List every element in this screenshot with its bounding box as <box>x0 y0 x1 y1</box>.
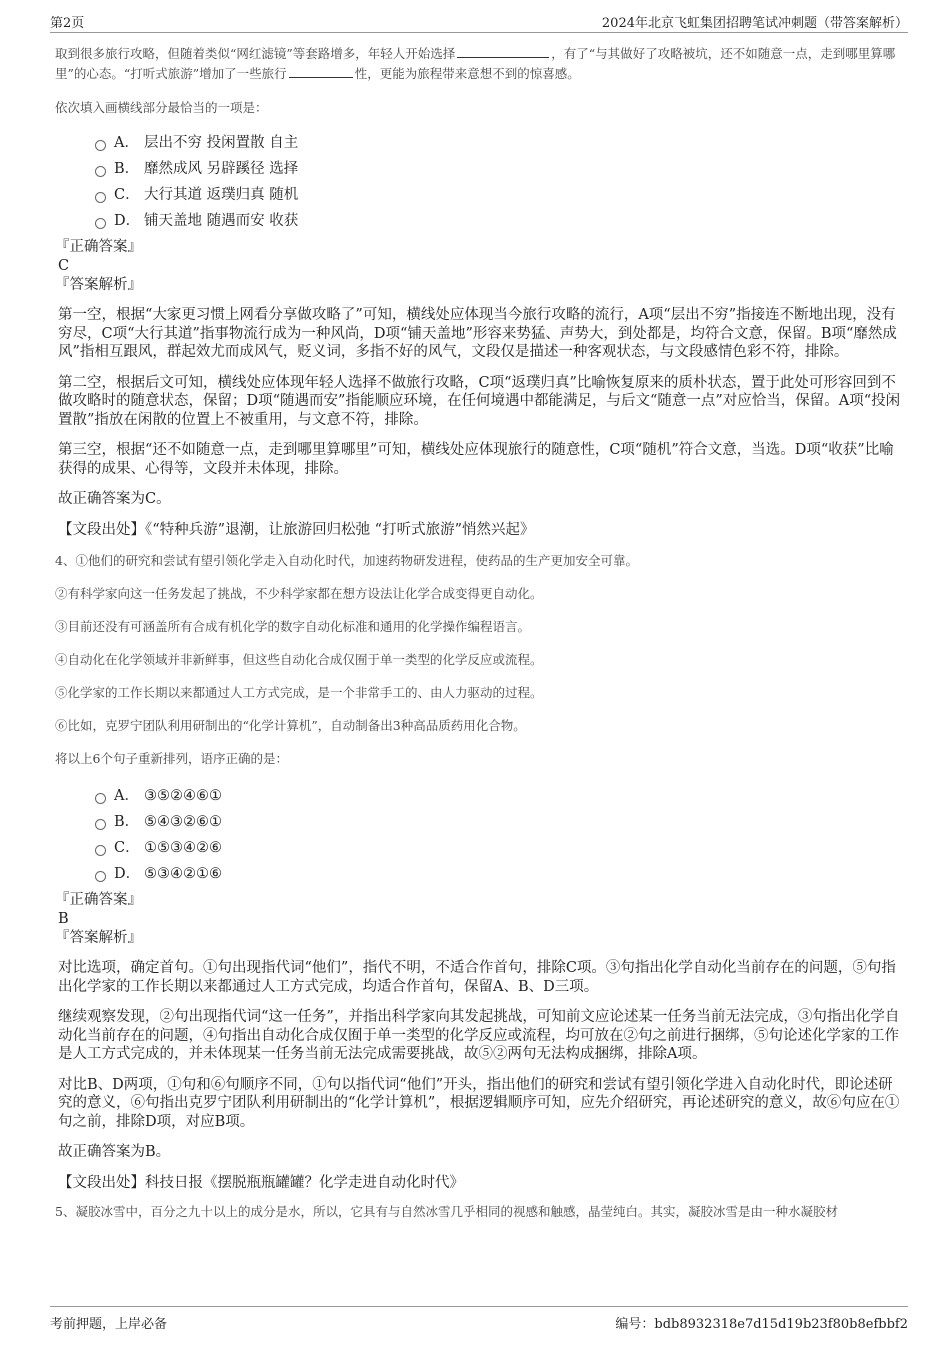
q4-source: 【文段出处】科技日报《摆脱瓶瓶罐罐？化学走进自动化时代》 <box>58 1174 464 1191</box>
q3-analysis-p3: 第三空，根据“还不如随意一点，走到哪里算哪里”可知，横线处应体现旅行的随意性，C项“随机”符合文意，当选。D项“收获”比喻获得的成果、心得等，文段并未体现，排除。 <box>58 442 894 477</box>
q4-analysis-p1: 对比选项，确定首句。①句出现指代词“他们”，指代不明，不适合作首句，排除C项。③句指出化学自动化当前存在的问题，⑤句指出化学家的工作长期以来都通过人工方式完成，均适合作首句，保留A、B、D三项。 <box>58 960 896 995</box>
q3-answer-label: 『正确答案』 <box>55 239 142 255</box>
q4-analysis-label: 『答案解析』 <box>55 930 142 946</box>
q3-analysis-p4: 故正确答案为C。 <box>58 491 171 507</box>
radio-icon[interactable] <box>95 140 106 151</box>
q3-options <box>95 130 905 234</box>
q3-stem-b: ，有了“与其做好了攻略被坑，还不如随意一点，走到哪里算哪里”的心态。“打听式旅游”增加了一些旅行 <box>55 46 896 81</box>
page-header <box>50 6 908 33</box>
q3-option-a[interactable]: A． 层出不穷 投闲置散 自主 <box>95 130 905 156</box>
q3-option-c[interactable]: C． 大行其道 返璞归真 随机 <box>95 182 905 208</box>
q3-analysis-label: 『答案解析』 <box>55 277 142 293</box>
q3-option-b[interactable]: B． 靡然成风 另辟蹊径 选择 <box>95 156 905 182</box>
q3-stem <box>55 44 905 84</box>
document-id: 编号：bdb8932318e7d15d19b23f80b8efbbf2 <box>615 1317 908 1332</box>
document-title: 2024年北京飞虹集团招聘笔试冲刺题（带答案解析） <box>601 16 908 31</box>
q4-option-a[interactable]: A． ③⑤②④⑥① <box>95 783 905 809</box>
q4-sentence-2: ②有科学家向这一任务发起了挑战，不少科学家都在想方设法让化学合成变得更自动化。 <box>55 586 543 601</box>
q4-options <box>95 783 905 887</box>
q3-answer: C <box>58 258 70 274</box>
document-content <box>55 44 905 1222</box>
q4-option-d[interactable]: D． ⑤③④②①⑥ <box>95 861 905 887</box>
page-footer <box>50 1306 908 1333</box>
q4-sentence-3: ③目前还没有可涵盖所有合成有机化学的数字自动化标准和通用的化学操作编程语言。 <box>55 619 531 634</box>
q4-analysis-p2: 继续观察发现，②句出现指代词“这一任务”，并指出科学家向其发起挑战，可知前文应论述某一任务当前无法完成，③句指出化学自动化当前存在的问题，④句指出自动化合成仅囿于单一类型的化学反应或流程，均可放在②句之前进行捆绑，⑤句论述化学家的工作是人工方式完成的，并未体现某一任务当前无法完成需要挑战，故⑤②两句无法构成捆绑，排除A项。 <box>58 1009 900 1062</box>
q3-stem-c: 性，更能为旅程带来意想不到的惊喜感。 <box>354 66 580 81</box>
q3-source: 【文段出处】《“特种兵游”退潮，让旅游回归松弛 “打听式旅游”悄然兴起》 <box>58 521 535 538</box>
q4-prompt: 将以上6个句子重新排列，语序正确的是： <box>55 751 288 766</box>
radio-icon[interactable] <box>95 845 106 856</box>
q3-blank-1 <box>457 45 549 58</box>
radio-icon[interactable] <box>95 166 106 177</box>
q3-prompt: 依次填入画横线部分最恰当的一项是： <box>55 100 268 115</box>
q3-analysis-p1: 第一空，根据“大家更习惯上网看分享做攻略了”可知，横线处应体现当今旅行攻略的流行，A项“层出不穷”指接连不断地出现，没有穷尽，C项“大行其道”指事物流行成为一种风尚，D项“铺天盖地”形容来势猛、声势大，到处都是，均符合文意，保留。B项“靡然成风”指相互跟风，群起效尤而成风气，贬义词，多指不好的风气，文段仅是描述一种客观状态，与文段感情色彩不符，排除。 <box>58 307 897 360</box>
radio-icon[interactable] <box>95 218 106 229</box>
q4-option-b[interactable]: B． ⑤④③②⑥① <box>95 809 905 835</box>
q4-option-c[interactable]: C． ①⑤③④②⑥ <box>95 835 905 861</box>
radio-icon[interactable] <box>95 192 106 203</box>
page-number: 第2页 <box>50 16 85 31</box>
q3-option-d[interactable]: D． 铺天盖地 随遇而安 收获 <box>95 208 905 234</box>
q4-answer: B <box>58 911 69 927</box>
q4-sentence-6: ⑥比如，克罗宁团队利用研制出的“化学计算机”，自动制备出3种高品质药用化合物。 <box>55 718 526 733</box>
footer-slogan: 考前押题，上岸必备 <box>50 1317 168 1332</box>
q5-stem: 5、凝胶冰雪中，百分之九十以上的成分是水，所以，它具有与自然冰雪几乎相同的视感和触感，晶莹纯白。其实，凝胶冰雪是由一种水凝胶材 <box>55 1204 838 1219</box>
q3-blank-3 <box>289 65 353 78</box>
q3-stem-a: 取到很多旅行攻略，但随着类似“网红滤镜”等套路增多，年轻人开始选择 <box>55 46 456 61</box>
q4-sentence-4: ④自动化在化学领域并非新鲜事，但这些自动化合成仅囿于单一类型的化学反应或流程。 <box>55 652 543 667</box>
q4-analysis-p4: 故正确答案为B。 <box>58 1144 171 1160</box>
radio-icon[interactable] <box>95 871 106 882</box>
q4-sentence-1: 4、①他们的研究和尝试有望引领化学走入自动化时代，加速药物研发进程，使药品的生产更加安全可靠。 <box>55 553 638 568</box>
radio-icon[interactable] <box>95 819 106 830</box>
q3-analysis-p2: 第二空，根据后文可知，横线处应体现年轻人选择不做旅行攻略，C项“返璞归真”比喻恢复原来的质朴状态，置于此处可形容回到不做攻略时的随意状态，保留；D项“随遇而安”指能顺应环境，在任何境遇中都能满足，与后文“随意一点”对应恰当，保留。A项“投闲置散”指放在闲散的位置上不被重用，与文意不符，排除。 <box>58 374 901 428</box>
q4-sentence-5: ⑤化学家的工作长期以来都通过人工方式完成，是一个非常手工的、由人力驱动的过程。 <box>55 685 543 700</box>
q4-analysis-p3: 对比B、D两项，①句和⑥句顺序不同，①句以指代词“他们”开头，指出他们的研究和尝试有望引领化学进入自动化时代，即论述研究的意义，⑥句指出克罗宁团队利用研制出的“化学计算机”，根据逻辑顺序可知，应先介绍研究，再论述研究的意义，故⑥句应在①句之前，排除D项，对应B项。 <box>58 1076 900 1130</box>
radio-icon[interactable] <box>95 793 106 804</box>
q4-answer-label: 『正确答案』 <box>55 892 142 908</box>
